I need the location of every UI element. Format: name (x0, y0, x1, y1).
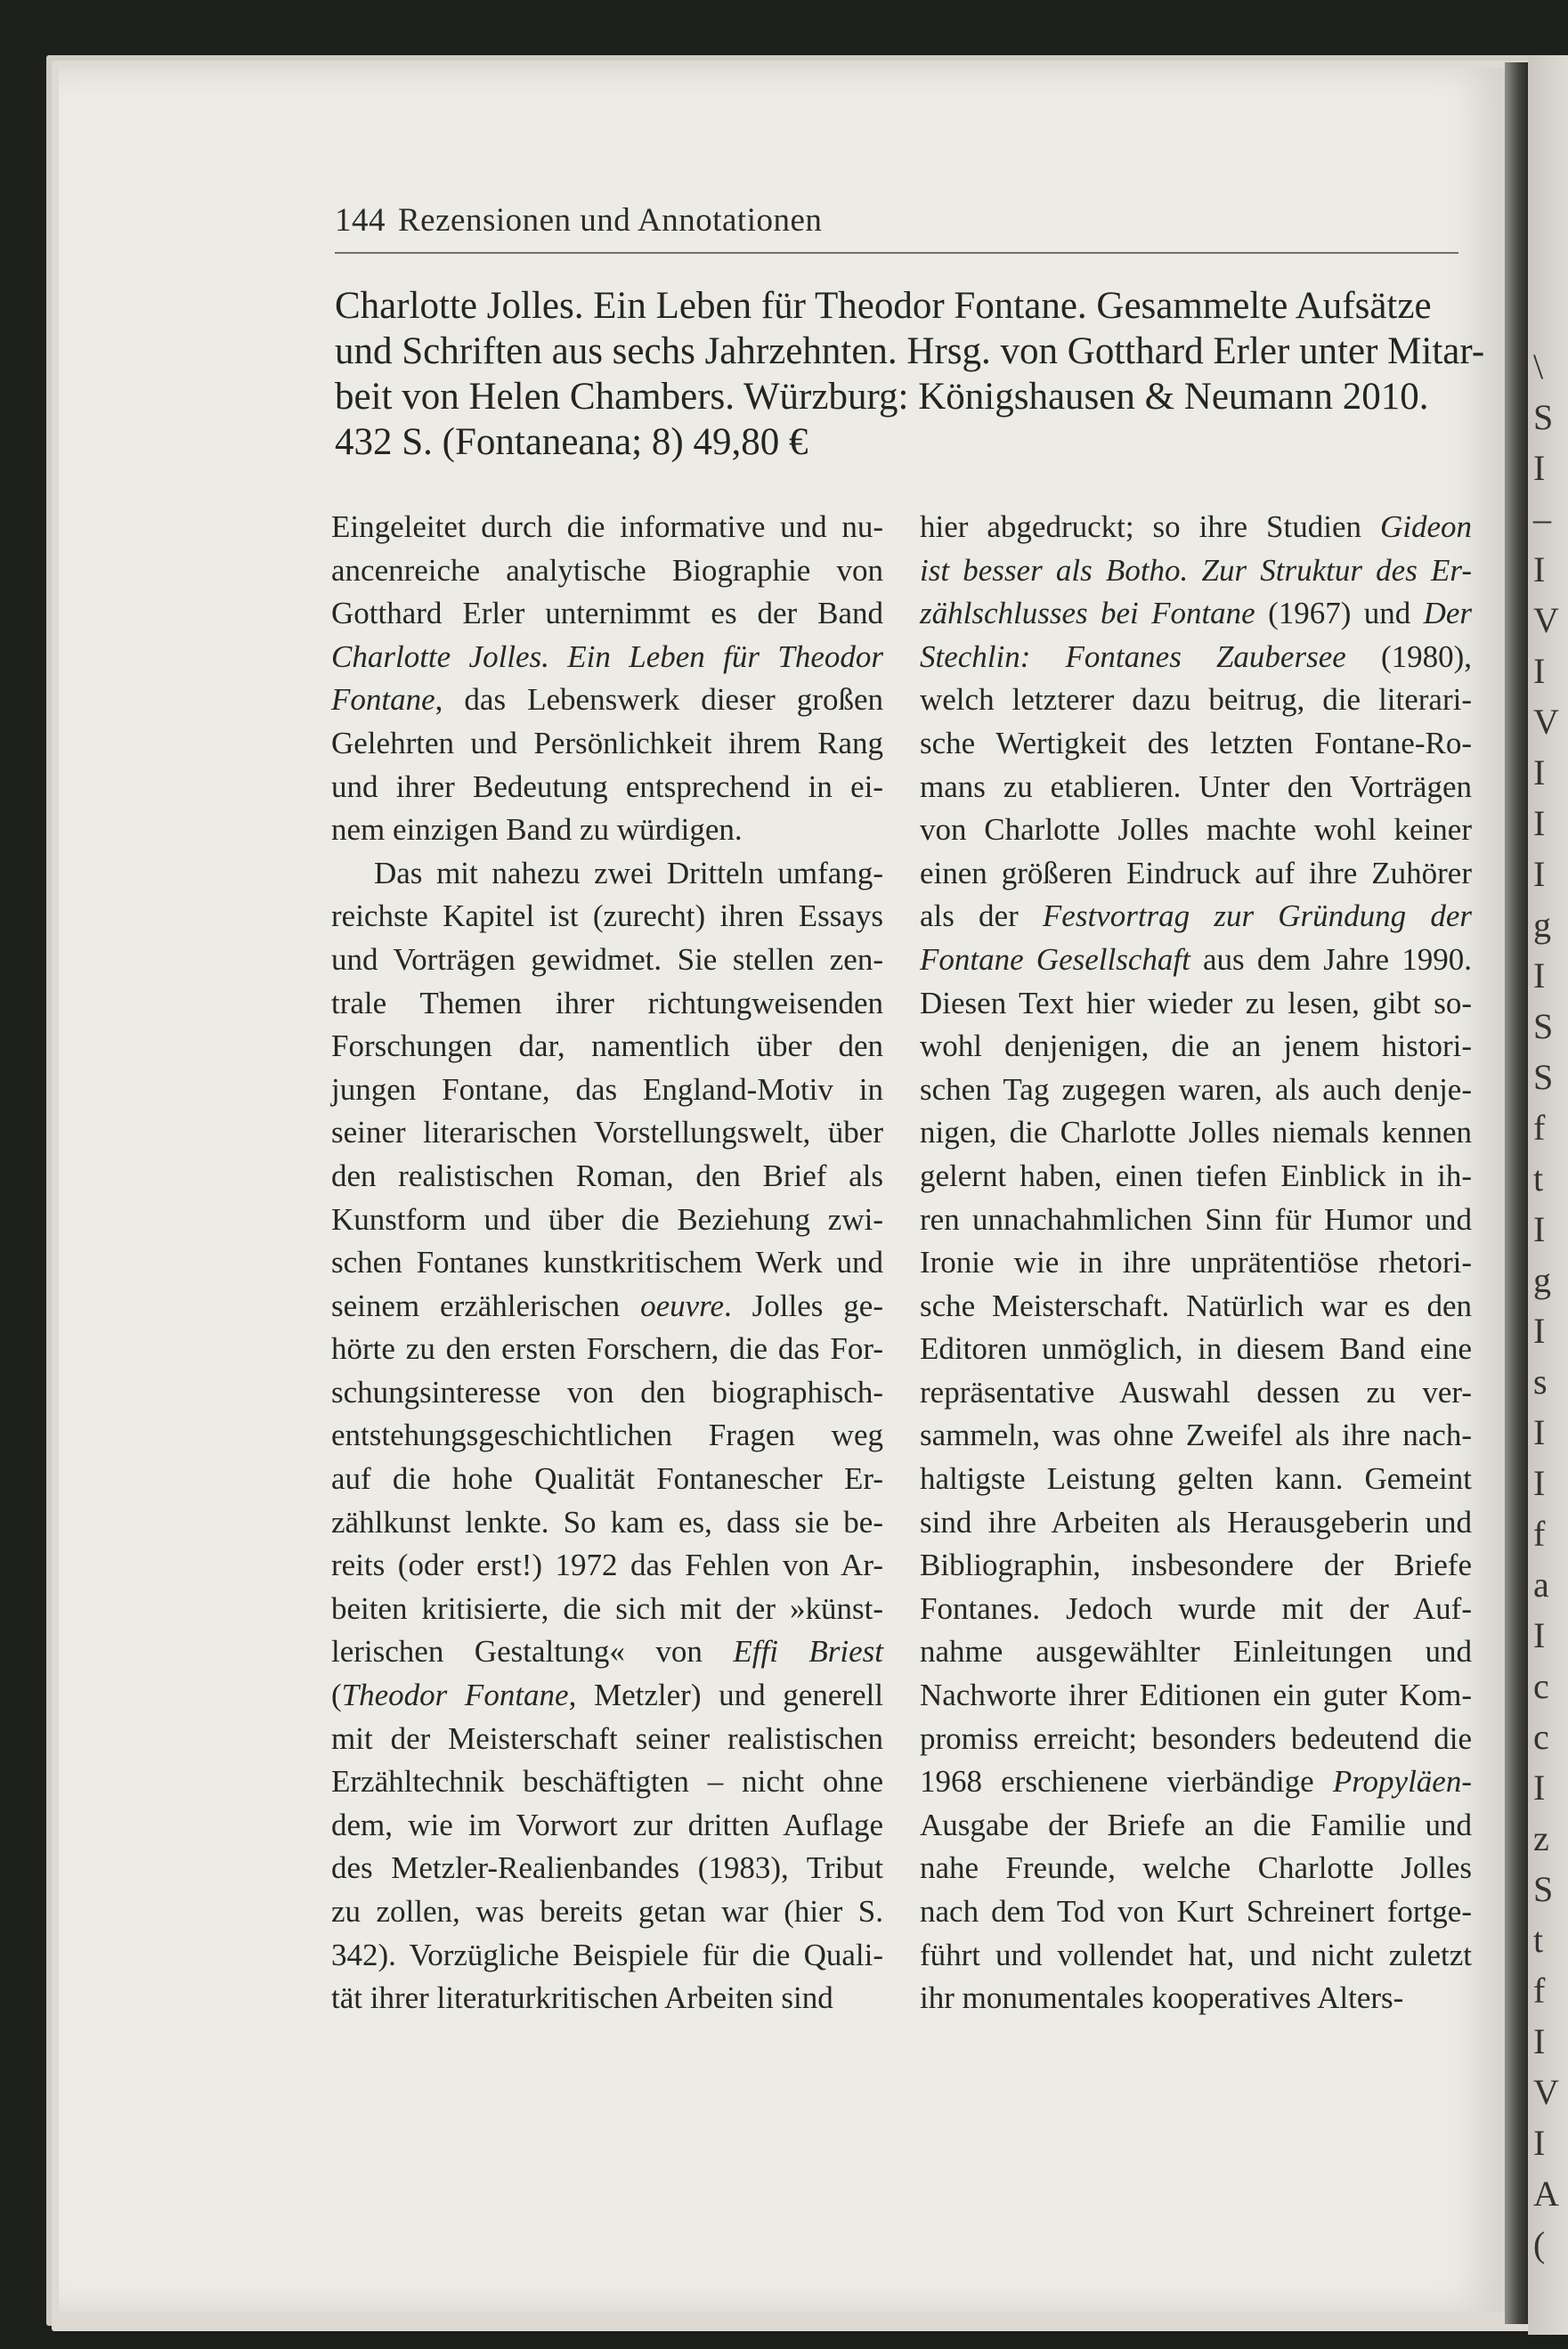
text-run: sammeln, was ohne Zweifel als ihre nach- (920, 1418, 1472, 1453)
text-line (331, 809, 883, 852)
text-line (920, 1544, 1472, 1588)
running-head (335, 201, 822, 240)
text-line (331, 1977, 883, 2020)
text-line (331, 1414, 883, 1458)
text-run: hier abgedruckt; so ihre Studien (920, 509, 1380, 544)
text-line (920, 1977, 1472, 2020)
text-line (331, 636, 883, 679)
edge-glyph: I (1533, 1615, 1546, 1655)
text-run: nach dem Tod von Kurt Schreinert fortge- (920, 1894, 1472, 1929)
edge-glyph: f (1533, 1514, 1546, 1554)
text-line (920, 1458, 1472, 1501)
section-title: Rezensionen und Annotationen (398, 202, 823, 239)
edge-glyph: t (1533, 1158, 1544, 1199)
text-line (331, 1718, 883, 1761)
text-line (331, 895, 883, 939)
text-line (331, 852, 883, 896)
text-line (331, 1544, 883, 1588)
italic-text: ist besser als Botho. Zur Struktur des Er- (920, 552, 1472, 588)
text-line (920, 592, 1472, 636)
edge-glyph: g (1533, 905, 1551, 945)
edge-glyph: I (1533, 549, 1546, 589)
text-line (331, 1069, 883, 1112)
text-line (920, 506, 1472, 549)
text-line (920, 1674, 1472, 1718)
text-run: den realistischen Roman, den Brief als (331, 1158, 883, 1193)
edge-glyph: I (1533, 1768, 1546, 1808)
text-run: lerischen Gestaltung« von (331, 1634, 734, 1670)
text-line (920, 809, 1472, 852)
text-run: schen Fontanes kunstkritischem Werk und (331, 1245, 883, 1280)
text-run: zu zollen, was bereits getan war (hier S. (331, 1894, 883, 1929)
page-number: 144 (335, 202, 386, 239)
text-line (920, 679, 1472, 722)
text-run: promiss erreicht; besonders bedeutend die (920, 1720, 1472, 1756)
text-run: zählkunst lenkte. So kam es, dass sie be- (331, 1504, 883, 1540)
edge-glyph: c (1533, 1717, 1549, 1757)
text-run: nahe Freunde, welche Charlotte Jolles (920, 1850, 1472, 1886)
text-line (920, 1760, 1472, 1804)
edge-glyph: I (1533, 1412, 1546, 1452)
text-run: Nachworte ihrer Editionen ein guter Kom- (920, 1678, 1472, 1713)
title-line: und Schriften aus sechs Jahrzehnten. Hrsg. von Gotthard Erler unter Mitar- (335, 330, 1485, 372)
edge-glyph: f (1533, 1971, 1546, 2011)
text-run: welch letzterer dazu beitrug, die literari- (920, 682, 1472, 718)
text-run: und Vorträgen gewidmet. Sie stellen zen- (331, 941, 883, 977)
text-run: mans zu etablieren. Unter den Vorträgen (920, 768, 1472, 804)
text-run: nigen, die Charlotte Jolles niemals kennen (920, 1115, 1472, 1150)
edge-glyph: I (1533, 2021, 1546, 2061)
text-line (920, 1111, 1472, 1155)
text-line (331, 1501, 883, 1545)
edge-glyph: V (1533, 600, 1559, 640)
text-line (331, 1934, 883, 1978)
text-run: sind ihre Arbeiten als Herausgeberin und (920, 1504, 1472, 1540)
text-line (920, 1501, 1472, 1545)
text-line (920, 852, 1472, 896)
italic-text: zählschlusses bei Fontane (920, 596, 1255, 631)
text-run: nem einzigen Band zu würdigen. (331, 812, 743, 848)
text-run: Ironie wie in ihre unprätentiöse rhetori- (920, 1245, 1472, 1280)
text-run: nahme ausgewählter Einleitungen und (920, 1634, 1472, 1670)
text-line (331, 982, 883, 1026)
italic-text: oeuvre (640, 1288, 724, 1323)
text-run: auf die hohe Qualität Fontanescher Er- (331, 1461, 883, 1497)
title-line: 432 S. (Fontaneana; 8) 49,80 € (335, 421, 808, 463)
text-line (920, 1285, 1472, 1329)
text-line (920, 1804, 1472, 1848)
edge-glyph: a (1533, 1565, 1549, 1605)
text-line (331, 1674, 883, 1718)
text-run: Diesen Text hier wieder zu lesen, gibt so- (920, 985, 1472, 1020)
text-line (920, 1199, 1472, 1242)
text-line (331, 1155, 883, 1199)
edge-glyph: V (1533, 702, 1559, 742)
edge-glyph: I (1533, 752, 1546, 792)
text-line (331, 592, 883, 636)
text-line (920, 636, 1472, 679)
italic-text: Propyläen- (1332, 1764, 1472, 1800)
edge-glyph: I (1533, 1463, 1546, 1503)
right-column (920, 506, 1472, 2020)
book-gutter (1505, 62, 1528, 2324)
text-run: repräsentative Auswahl dessen zu ver- (920, 1374, 1472, 1410)
text-line (920, 1069, 1472, 1112)
text-run: Kunstform und über die Beziehung zwi- (331, 1201, 883, 1237)
edge-glyph: V (1533, 2072, 1559, 2112)
text-run: mit der Meisterschaft seiner realistischen (331, 1720, 883, 1756)
text-run: Fontanes. Jedoch wurde mit der Auf- (920, 1590, 1472, 1626)
edge-glyph: I (1533, 651, 1546, 691)
text-run: Gelehrten und Persönlichkeit ihrem Rang (331, 725, 883, 760)
text-line (331, 1760, 883, 1804)
text-run: . Jolles ge- (724, 1288, 883, 1323)
text-run: Das mit nahezu zwei Dritteln umfang- (374, 855, 883, 890)
text-line (920, 895, 1472, 939)
header-rule (335, 252, 1458, 254)
edge-glyph: I (1533, 448, 1546, 488)
text-line (920, 1371, 1472, 1415)
text-run: gelernt haben, einen tiefen Einblick in ih- (920, 1158, 1472, 1193)
text-line (920, 1890, 1472, 1934)
edge-glyph: \ (1533, 346, 1544, 386)
italic-text: Effi Briest (733, 1634, 883, 1670)
text-line (331, 1025, 883, 1069)
edge-glyph: z (1533, 1818, 1549, 1858)
text-run: von Charlotte Jolles machte wohl keiner (920, 812, 1472, 848)
text-line (331, 722, 883, 766)
title-line: beit von Helen Chambers. Würzburg: Königshausen & Neumann 2010. (335, 376, 1429, 418)
text-line (331, 1588, 883, 1631)
edge-glyph: I (1533, 2123, 1546, 2163)
next-page-edge (1528, 55, 1568, 2335)
italic-text: Charlotte Jolles. Ein Leben für Theodor (331, 638, 883, 674)
text-line (920, 1414, 1472, 1458)
text-line (920, 766, 1472, 809)
edge-glyph: f (1533, 1108, 1546, 1148)
text-line (920, 1934, 1472, 1978)
text-line (331, 1328, 883, 1371)
text-line (331, 549, 883, 593)
text-run: Editoren unmöglich, in diesem Band eine (920, 1331, 1472, 1367)
text-run: schen Tag zugegen waren, als auch denje- (920, 1071, 1472, 1107)
text-line (331, 1847, 883, 1890)
text-line (920, 722, 1472, 766)
text-run: aus dem Jahre 1990. (1190, 941, 1472, 977)
text-run: hörte zu den ersten Forschern, die das For- (331, 1331, 883, 1367)
text-run: Erzähltechnik beschäftigten – nicht ohne (331, 1764, 883, 1800)
text-run: beiten kritisierte, die sich mit der »künst- (331, 1590, 883, 1626)
text-run: haltigste Leistung gelten kann. Gemeint (920, 1461, 1472, 1497)
text-line (920, 1588, 1472, 1631)
text-run: , Metzler) und generell (568, 1678, 883, 1713)
text-run: wohl denjenigen, die an jenem histori- (920, 1028, 1472, 1064)
text-run: reichste Kapitel ist (zurecht) ihren Essays (331, 898, 883, 934)
text-run: sche Wertigkeit des letzten Fontane-Ro- (920, 725, 1472, 760)
edge-glyph: I (1533, 1209, 1546, 1249)
italic-text: Fontane (331, 682, 435, 718)
text-run: trale Themen ihrer richtungweisenden (331, 985, 883, 1020)
edge-glyph: g (1533, 1260, 1551, 1300)
text-line (331, 1285, 883, 1329)
text-run: seiner literarischen Vorstellungswelt, über (331, 1115, 883, 1150)
text-line (331, 1199, 883, 1242)
text-run: des Metzler-Realienbandes (1983), Tribut (331, 1850, 883, 1886)
text-line (331, 766, 883, 809)
text-run: (1980), (1345, 638, 1472, 674)
text-run: reits (oder erst!) 1972 das Fehlen von Ar- (331, 1548, 883, 1583)
text-run: , das Lebenswerk dieser großen (435, 682, 883, 718)
text-line (331, 1890, 883, 1934)
edge-glyph: I (1533, 854, 1546, 894)
text-line (920, 939, 1472, 982)
italic-text: Stechlin: Fontanes Zaubersee (920, 638, 1346, 674)
text-line (331, 506, 883, 549)
edge-glyph: t (1533, 1920, 1544, 1960)
text-line (920, 1847, 1472, 1890)
edge-glyph: I (1533, 955, 1546, 996)
text-run: ( (331, 1678, 342, 1713)
edge-glyph: I (1533, 1311, 1546, 1351)
text-line (331, 1371, 883, 1415)
edge-glyph: I (1533, 803, 1546, 843)
text-line (920, 549, 1472, 593)
review-title (335, 283, 1485, 465)
edge-glyph: S (1533, 1869, 1554, 1909)
text-run: einen größeren Eindruck auf ihre Zuhörer (920, 855, 1472, 890)
text-run: und ihrer Bedeutung entsprechend in ei- (331, 768, 883, 804)
text-line (331, 1241, 883, 1285)
text-run: entstehungsgeschichtlichen Fragen weg (331, 1418, 883, 1453)
edge-glyph: S (1533, 397, 1554, 437)
text-run: dem, wie im Vorwort zur dritten Auflage (331, 1807, 883, 1842)
text-run: tät ihrer literaturkritischen Arbeiten sind (331, 1980, 833, 2016)
text-line (920, 1025, 1472, 1069)
text-run: führt und vollendet hat, und nicht zuletzt (920, 1937, 1472, 1972)
text-run: jungen Fontane, das England-Motiv in (331, 1071, 883, 1107)
text-line (920, 1328, 1472, 1371)
text-line (920, 1630, 1472, 1674)
text-line (331, 1630, 883, 1674)
text-run: ancenreiche analytische Biographie von (331, 552, 883, 588)
text-line (331, 1111, 883, 1155)
edge-glyph: – (1533, 499, 1551, 539)
text-run: ihr monumentales kooperatives Alters- (920, 1980, 1404, 2016)
text-line (331, 1804, 883, 1848)
italic-text: Festvortrag zur Gründung der (1042, 898, 1472, 934)
text-run: als der (920, 898, 1043, 934)
edge-glyph: s (1533, 1361, 1548, 1402)
text-run: seinem erzählerischen (331, 1288, 641, 1323)
text-run: Eingeleitet durch die informative und nu- (331, 509, 883, 544)
text-run: schungsinteresse von den biographisch- (331, 1374, 883, 1410)
edge-glyph: A (1533, 2174, 1559, 2214)
text-run: Bibliographin, insbesondere der Briefe (920, 1548, 1472, 1583)
edge-glyph: ( (1533, 2224, 1546, 2264)
text-line (920, 1155, 1472, 1199)
left-column (331, 506, 883, 2020)
text-run: Forschungen dar, namentlich über den (331, 1028, 883, 1064)
title-line: Charlotte Jolles. Ein Leben für Theodor Fontane. Gesammelte Aufsätze (335, 285, 1432, 327)
edge-glyph: S (1533, 1006, 1554, 1046)
text-line (331, 1458, 883, 1501)
text-line (331, 939, 883, 982)
text-run: Gotthard Erler unternimmt es der Band (331, 596, 883, 631)
text-run: sche Meisterschaft. Natürlich war es den (920, 1288, 1472, 1323)
text-run: 342). Vorzügliche Beispiele für die Quali- (331, 1937, 883, 1972)
text-line (920, 1718, 1472, 1761)
italic-text: Gideon (1379, 509, 1472, 544)
text-run: 1968 erschienene vierbändige (920, 1764, 1333, 1800)
text-line (920, 1241, 1472, 1285)
italic-text: Der (1423, 596, 1472, 631)
edge-glyph: c (1533, 1666, 1549, 1706)
text-run: (1967) und (1255, 596, 1424, 631)
italic-text: Theodor Fontane (341, 1678, 569, 1713)
text-line (331, 679, 883, 722)
text-run: Ausgabe der Briefe an die Familie und (920, 1807, 1472, 1842)
text-run: ren unnachahmlichen Sinn für Humor und (920, 1201, 1472, 1237)
edge-glyph: S (1533, 1057, 1554, 1097)
italic-text: Fontane Gesellschaft (920, 941, 1190, 977)
text-line (920, 982, 1472, 1026)
